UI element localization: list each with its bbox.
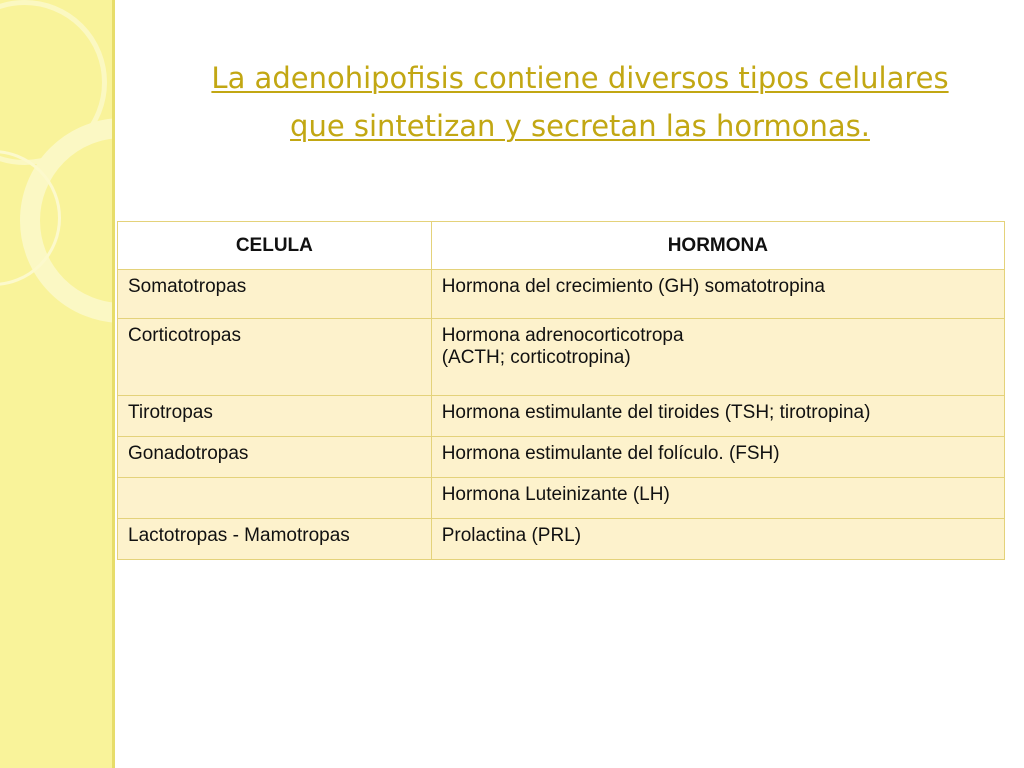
cell-type: Corticotropas bbox=[118, 319, 432, 396]
cell-type: Lactotropas - Mamotropas bbox=[118, 519, 432, 560]
hormone-line: (ACTH; corticotropina) bbox=[441, 347, 631, 368]
hormone-name bbox=[431, 478, 1004, 519]
hormone-line: Hormona estimulante del tiroides (TSH; tirotropina) bbox=[441, 402, 871, 423]
sidebar-divider bbox=[112, 0, 115, 768]
hormone-line: Prolactina (PRL) bbox=[441, 525, 582, 546]
table-row bbox=[118, 519, 1005, 560]
table-row bbox=[118, 478, 1005, 519]
table-row bbox=[118, 437, 1005, 478]
header-celula: CELULA bbox=[118, 222, 432, 270]
hormone-name bbox=[431, 437, 1004, 478]
cell-type: Somatotropas bbox=[118, 270, 432, 319]
hormone-line: Hormona adrenocorticotropa bbox=[441, 325, 684, 346]
cell-type: Gonadotropas bbox=[118, 437, 432, 478]
slide-title-line1: La adenohipofisis contiene diversos tipos celulares bbox=[211, 61, 949, 95]
hormone-line: Hormona del crecimiento (GH) somatotropina bbox=[441, 276, 825, 297]
hormone-name bbox=[431, 519, 1004, 560]
hormone-line: Hormona estimulante del folículo. (FSH) bbox=[441, 443, 780, 464]
table-header-row bbox=[118, 222, 1005, 270]
hormone-name bbox=[431, 319, 1004, 396]
slide-title bbox=[150, 54, 1010, 150]
cell-type bbox=[118, 478, 432, 519]
table-row bbox=[118, 319, 1005, 396]
hormone-name bbox=[431, 270, 1004, 319]
slide-title-line2: que sintetizan y secretan las hormonas. bbox=[290, 109, 870, 143]
hormone-line: Hormona Luteinizante (LH) bbox=[441, 484, 670, 505]
hormone-name bbox=[431, 396, 1004, 437]
decorative-sidebar bbox=[0, 0, 115, 768]
cell-type: Tirotropas bbox=[118, 396, 432, 437]
header-hormona: HORMONA bbox=[431, 222, 1004, 270]
hormone-table bbox=[117, 221, 1005, 560]
table-row bbox=[118, 396, 1005, 437]
table-row bbox=[118, 270, 1005, 319]
